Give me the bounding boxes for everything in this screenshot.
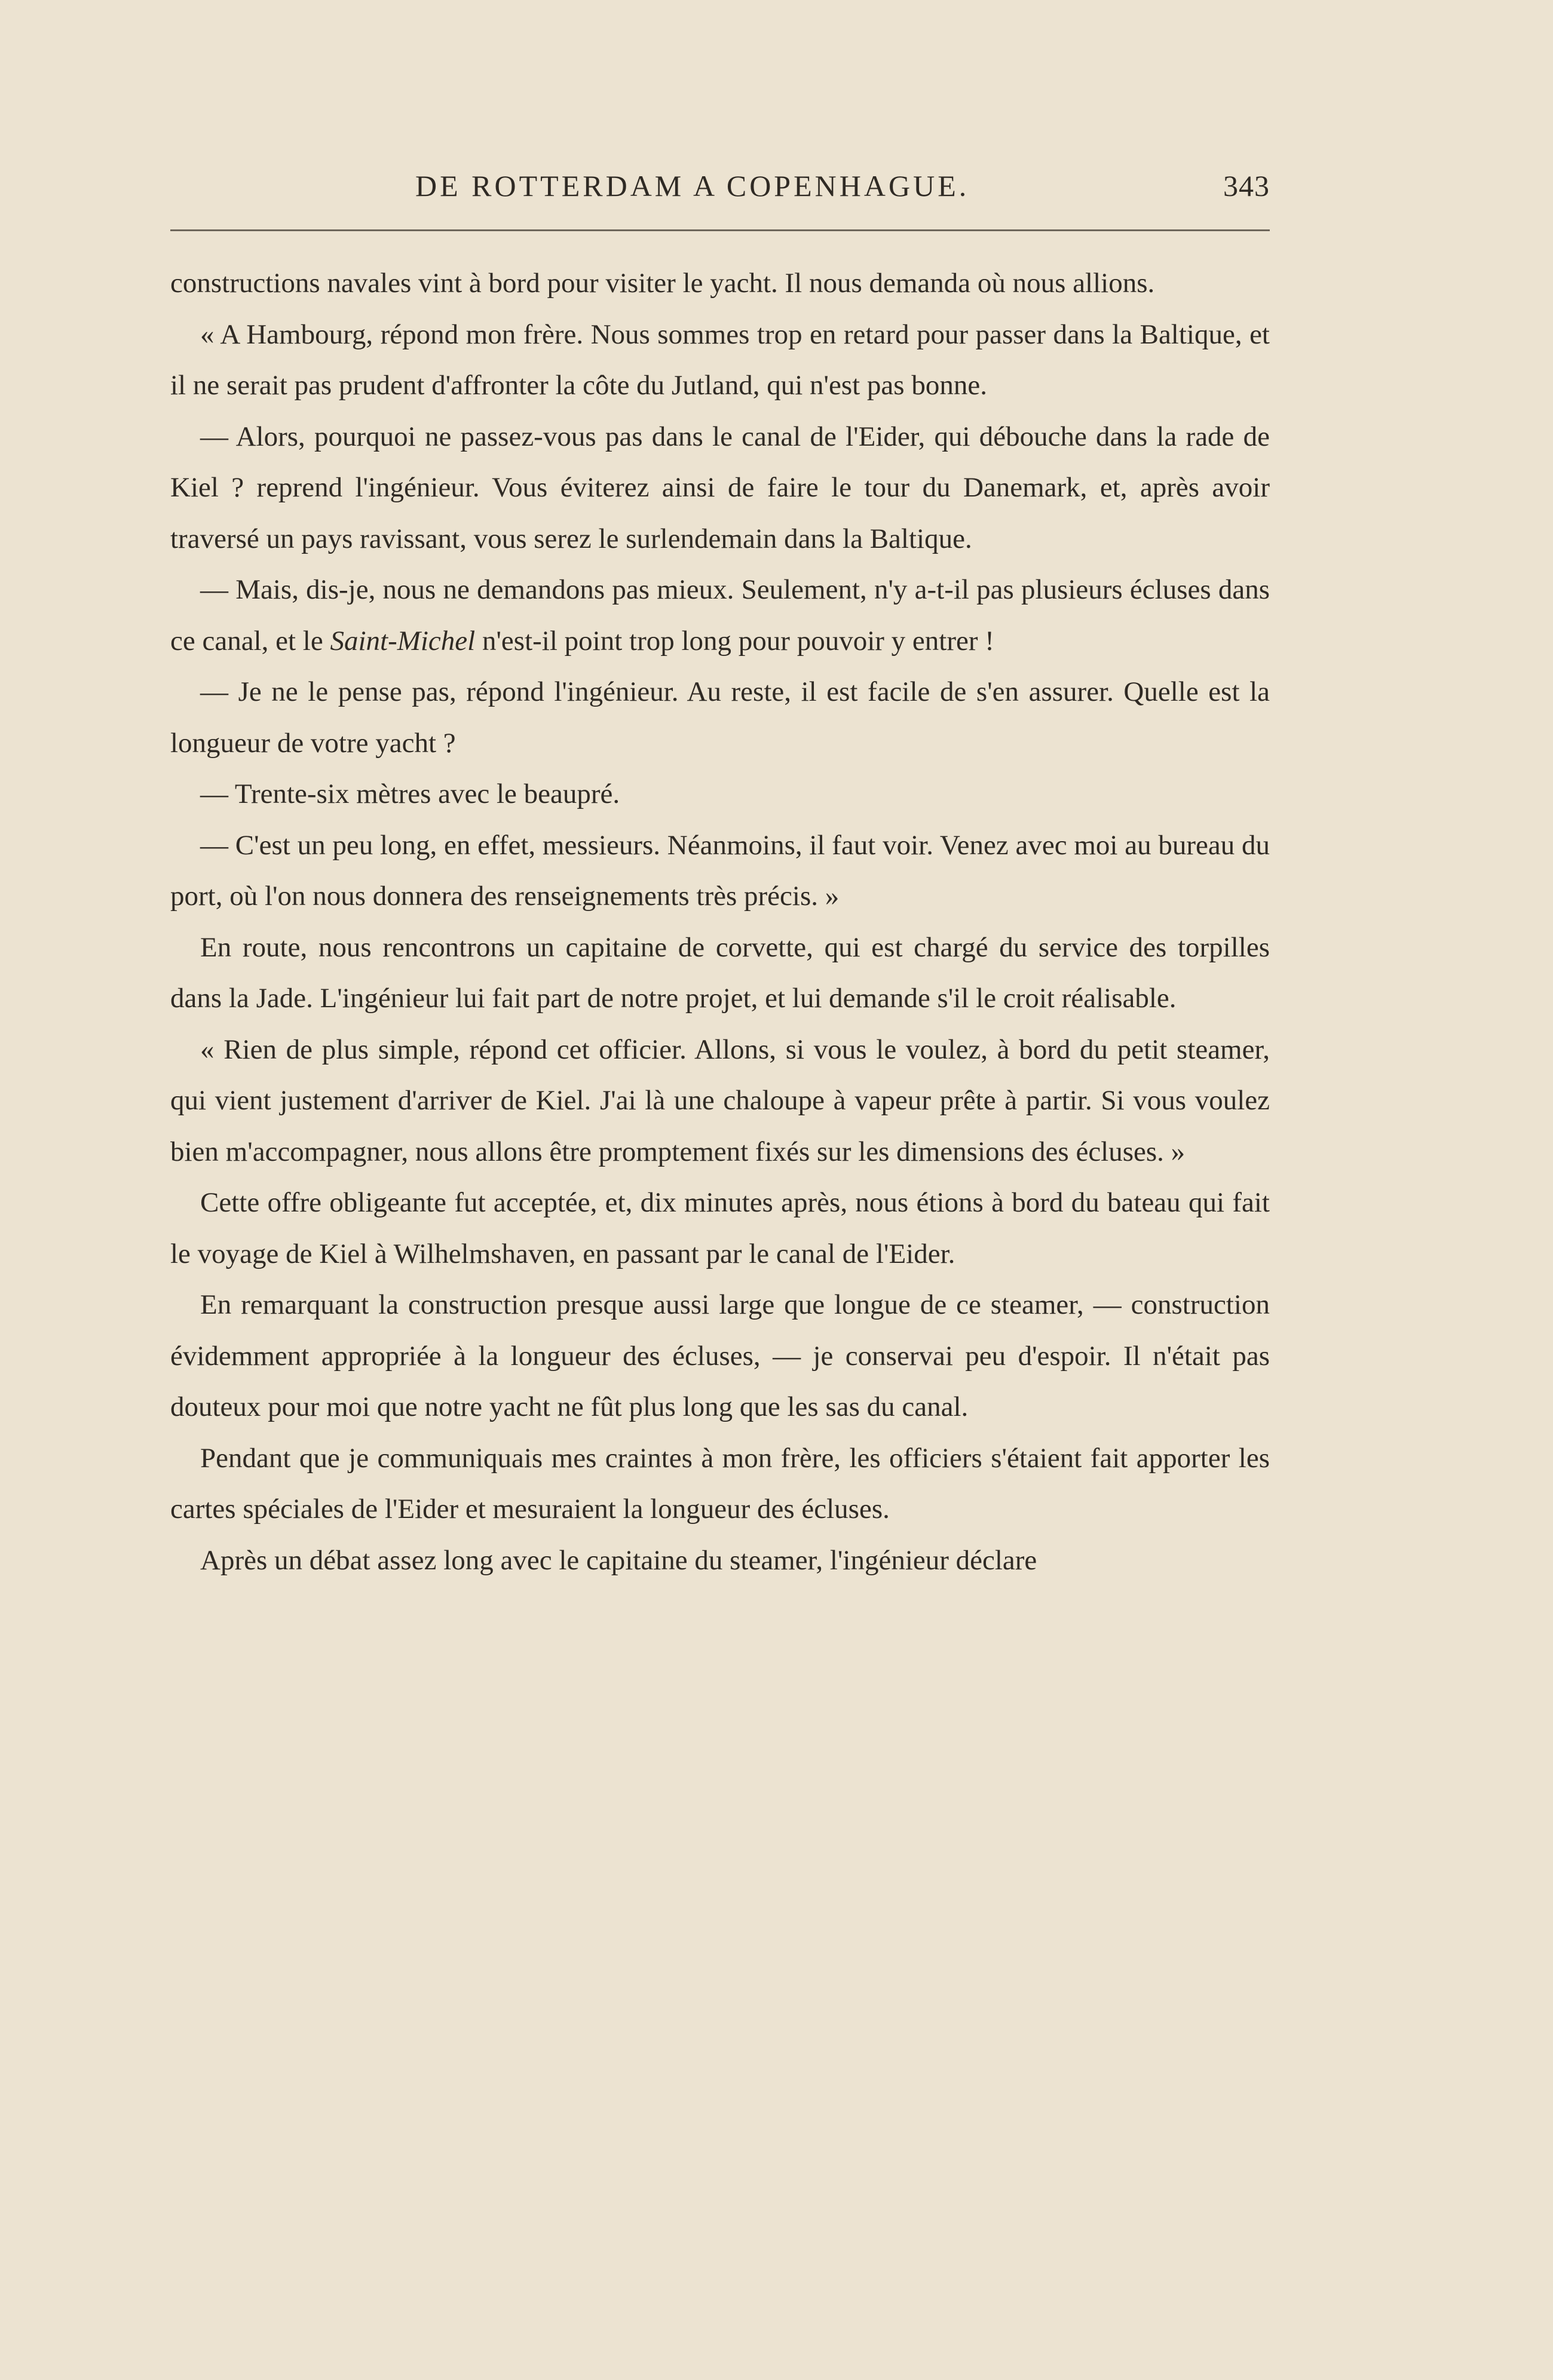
paragraph-2: « A Hambourg, répond mon frère. Nous sommes trop en retard pour passer dans la Baltique, et il ne serait pas prudent d'affronter la côte du Jutland, qui n'est pas bonne.: [170, 318, 1270, 401]
paragraph-9: « Rien de plus simple, répond cet officier. Allons, si vous le voulez, à bord du petit steamer, qui vient justement d'arriver de Kiel. J'ai là une chaloupe à vapeur prête à partir. Si vous voulez bien m'accompagner, nous allons être promptement fixés sur les dimensions des écluses. »: [170, 1033, 1270, 1167]
header-rule: [170, 229, 1270, 231]
paragraph-3: — Alors, pourquoi ne passez-vous pas dans le canal de l'Eider, qui débouche dans la rade de Kiel ? reprend l'ingénieur. Vous éviterez ainsi de faire le tour du Danemark, et, après avoir traversé un pays ravissant, vous serez le surlendemain dans la Baltique.: [170, 421, 1270, 554]
page-number: 343: [1223, 169, 1270, 203]
body-text: [170, 258, 1270, 1586]
paragraph-7: — C'est un peu long, en effet, messieurs. Néanmoins, il faut voir. Venez avec moi au bureau du port, où l'on nous donnera des renseignements très précis. »: [170, 829, 1270, 912]
paragraph-12: Pendant que je communiquais mes craintes à mon frère, les officiers s'étaient fait apporter les cartes spéciales de l'Eider et mesuraient la longueur des écluses.: [170, 1442, 1270, 1525]
paragraph-1: constructions navales vint à bord pour visiter le yacht. Il nous demanda où nous allions.: [170, 268, 1155, 299]
paragraph-6: — Trente-six mètres avec le beaupré.: [200, 778, 620, 809]
paragraph-4-start: — Mais, dis-je, nous ne demandons pas mieux. Seulement, n'y a-t-il pas plusieurs écluses dans ce canal, et le: [170, 574, 1270, 657]
paragraph-4-end: n'est-il point trop long pour pouvoir y entrer !: [475, 625, 994, 657]
running-head: [170, 168, 1270, 204]
paragraph-4: [170, 565, 1270, 667]
ship-name: Saint-Michel: [330, 625, 476, 657]
paragraph-11: En remarquant la construction presque aussi large que longue de ce steamer, — construction évidemment appropriée à la longueur des écluses, — je conservai peu d'espoir. Il n'était pas douteux pour moi que notre yacht ne fût plus long que les sas du canal.: [170, 1289, 1270, 1422]
running-title: DE ROTTERDAM A COPENHAGUE.: [415, 169, 970, 203]
paragraph-5: — Je ne le pense pas, répond l'ingénieur. Au reste, il est facile de s'en assurer. Quelle est la longueur de votre yacht ?: [170, 676, 1270, 759]
paragraph-10: Cette offre obligeante fut acceptée, et, dix minutes après, nous étions à bord du bateau qui fait le voyage de Kiel à Wilhelmshaven, en passant par le canal de l'Eider.: [170, 1187, 1270, 1269]
paragraph-13: Après un débat assez long avec le capitaine du steamer, l'ingénieur déclare: [200, 1544, 1037, 1576]
paragraph-8: En route, nous rencontrons un capitaine de corvette, qui est chargé du service des torpilles dans la Jade. L'ingénieur lui fait part de notre projet, et lui demande s'il le croit réalisable.: [170, 931, 1270, 1014]
